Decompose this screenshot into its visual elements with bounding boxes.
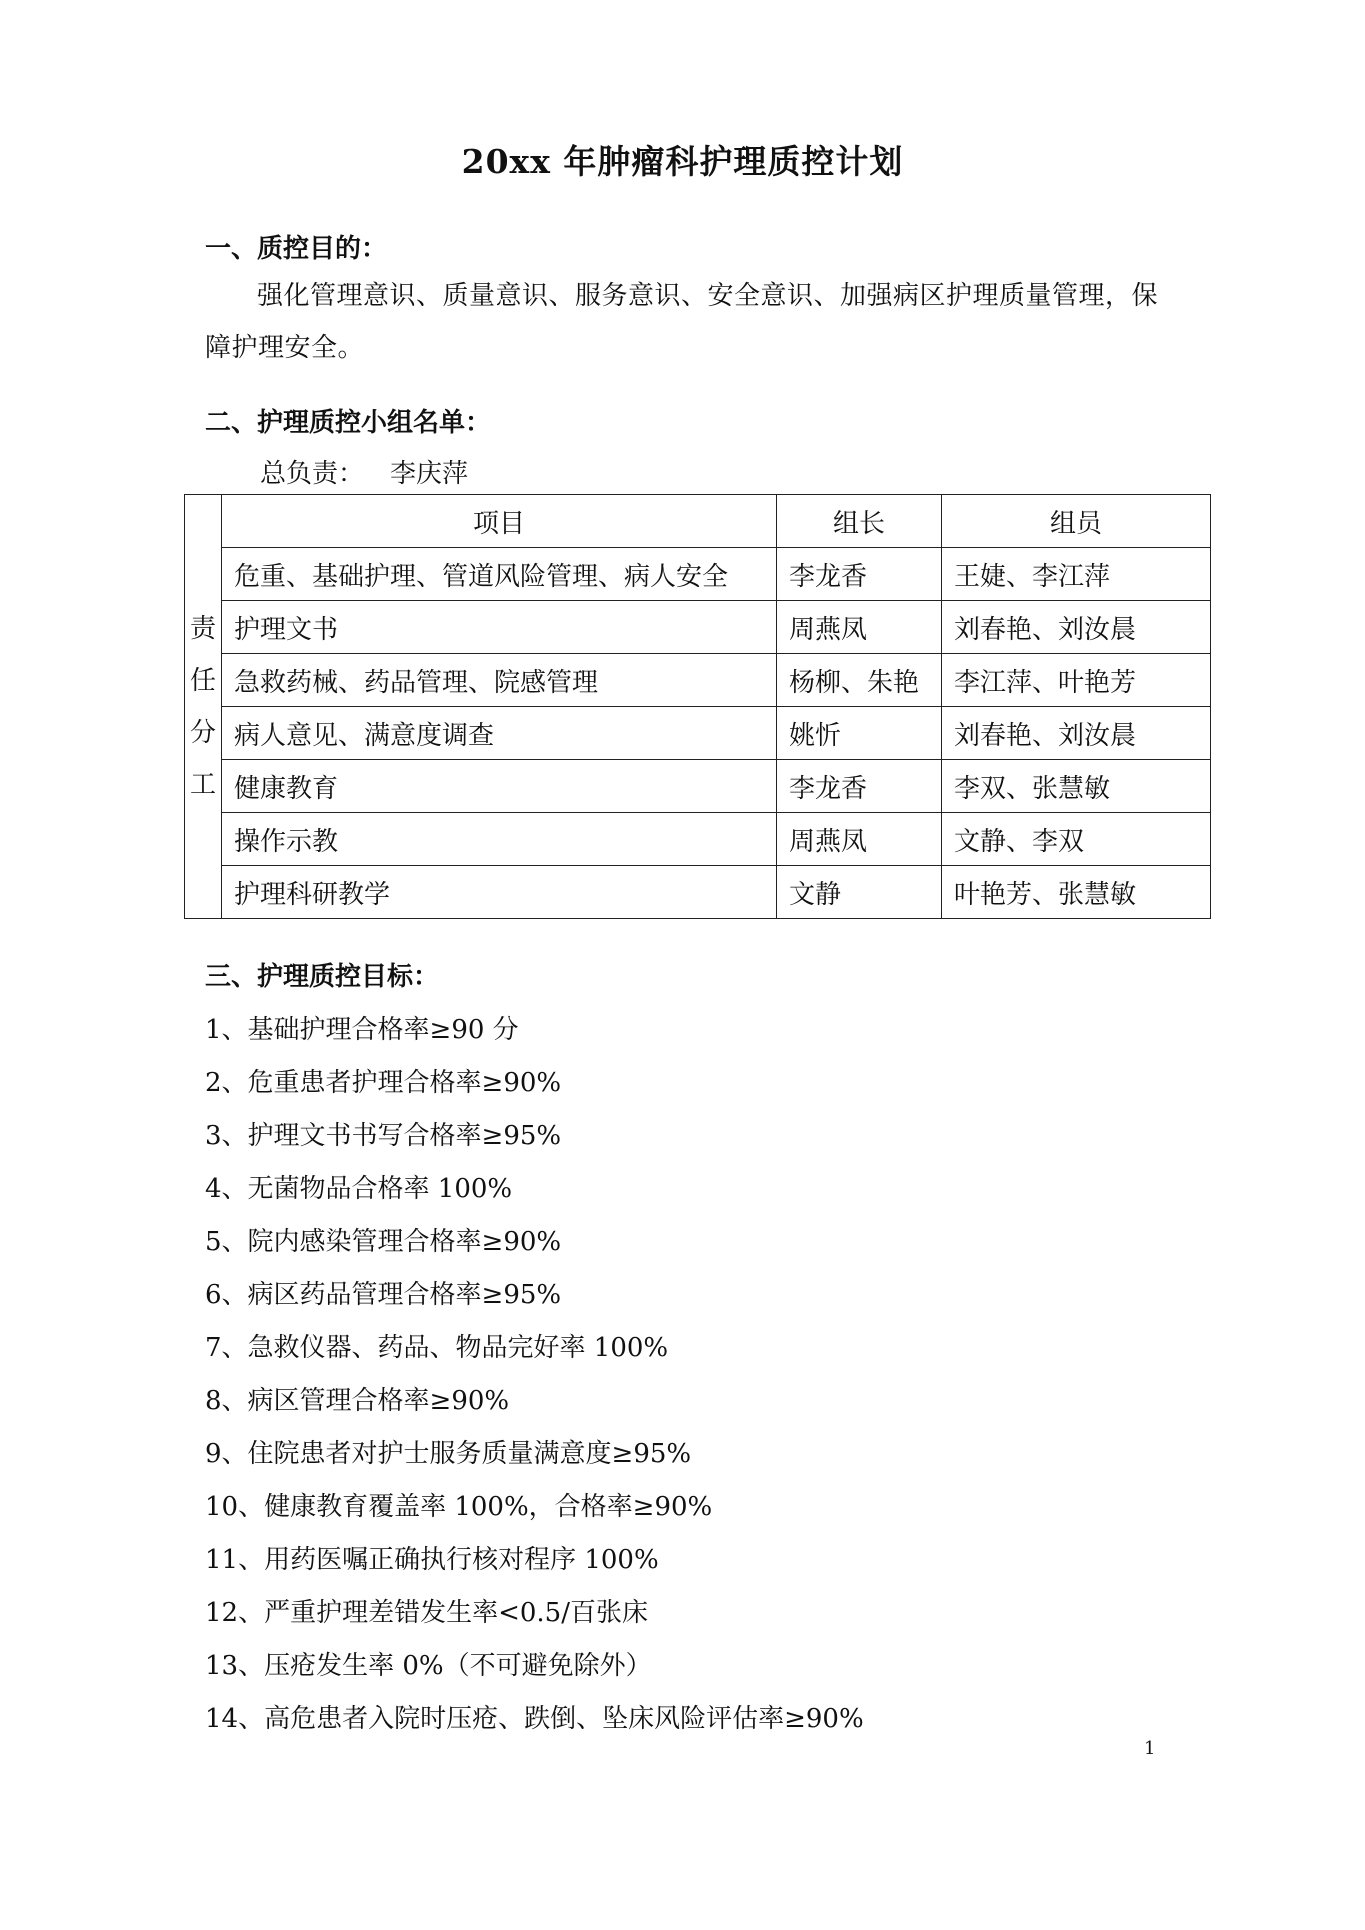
document-title: 20xx 年肿瘤科护理质控计划 <box>461 142 904 181</box>
cell-item: 护理文书 <box>222 601 777 654</box>
cell-item: 病人意见、满意度调查 <box>222 707 777 760</box>
section1-paragraph: 强化管理意识、质量意识、服务意识、安全意识、加强病区护理质量管理，保障护理安全。 <box>205 281 1159 363</box>
cell-lead: 文静 <box>777 866 942 919</box>
list-item: 4、无菌物品合格率 100% <box>205 1174 513 1204</box>
cell-lead: 周燕凤 <box>777 601 942 654</box>
cell-members: 刘春艳、刘汝晨 <box>942 707 1211 760</box>
side-label-char: 任 <box>189 665 216 696</box>
table-row <box>185 601 1211 654</box>
cell-members: 王婕、李江萍 <box>942 548 1211 601</box>
cell-item: 危重、基础护理、管道风险管理、病人安全 <box>222 548 777 601</box>
cell-members: 李江萍、叶艳芳 <box>942 654 1211 707</box>
side-label-char: 工 <box>189 769 216 800</box>
side-label-char: 分 <box>189 717 216 748</box>
cell-item: 操作示教 <box>222 813 777 866</box>
list-item: 14、高危患者入院时压疮、跌倒、坠床风险评估率≥90% <box>205 1704 864 1734</box>
cell-members: 叶艳芳、张慧敏 <box>942 866 1211 919</box>
list-item: 6、病区药品管理合格率≥95% <box>205 1280 562 1310</box>
side-label-char: 责 <box>189 613 216 644</box>
cell-members: 文静、李双 <box>942 813 1211 866</box>
list-item: 8、病区管理合格率≥90% <box>205 1386 510 1416</box>
list-item: 7、急救仪器、药品、物品完好率 100% <box>205 1333 669 1363</box>
cell-members: 刘春艳、刘汝晨 <box>942 601 1211 654</box>
section3-heading: 三、护理质控目标： <box>205 962 440 992</box>
table-row <box>185 548 1211 601</box>
list-item: 2、危重患者护理合格率≥90% <box>205 1068 562 1098</box>
list-item: 10、健康教育覆盖率 100%，合格率≥90% <box>205 1492 713 1522</box>
section1-heading: 一、质控目的： <box>205 234 388 264</box>
list-item: 5、院内感染管理合格率≥90% <box>205 1227 562 1257</box>
cell-item: 急救药械、药品管理、院感管理 <box>222 654 777 707</box>
cell-item: 健康教育 <box>222 760 777 813</box>
list-item: 3、护理文书书写合格率≥95% <box>205 1121 562 1151</box>
page-number: 1 <box>1144 1738 1156 1759</box>
list-item: 11、用药医嘱正确执行核对程序 100% <box>205 1545 659 1575</box>
responsibility-table <box>184 494 1211 919</box>
table-row <box>185 707 1211 760</box>
list-item: 13、压疮发生率 0%（不可避免除外） <box>205 1651 652 1681</box>
column-header-item: 项目 <box>222 495 777 548</box>
section2-heading: 二、护理质控小组名单： <box>205 408 492 438</box>
leader-name: 李庆萍 <box>390 459 469 489</box>
leader-line <box>260 453 468 490</box>
list-item: 9、住院患者对护士服务质量满意度≥95% <box>205 1439 692 1469</box>
cell-lead: 李龙香 <box>777 760 942 813</box>
table-row <box>185 654 1211 707</box>
responsibility-side-label <box>185 495 222 919</box>
list-item: 12、严重护理差错发生率<0.5/百张床 <box>205 1598 648 1628</box>
leader-label: 总负责： <box>260 459 365 489</box>
table-row <box>185 813 1211 866</box>
cell-lead: 李龙香 <box>777 548 942 601</box>
column-header-lead: 组长 <box>777 495 942 548</box>
table-row <box>185 866 1211 919</box>
table-header-row <box>185 495 1211 548</box>
table-row <box>185 760 1211 813</box>
cell-lead: 姚忻 <box>777 707 942 760</box>
cell-item: 护理科研教学 <box>222 866 777 919</box>
goals-list <box>205 1004 864 1746</box>
list-item: 1、基础护理合格率≥90 分 <box>205 1015 519 1045</box>
cell-lead: 周燕凤 <box>777 813 942 866</box>
cell-members: 李双、张慧敏 <box>942 760 1211 813</box>
cell-lead: 杨柳、朱艳 <box>777 654 942 707</box>
column-header-members: 组员 <box>942 495 1211 548</box>
